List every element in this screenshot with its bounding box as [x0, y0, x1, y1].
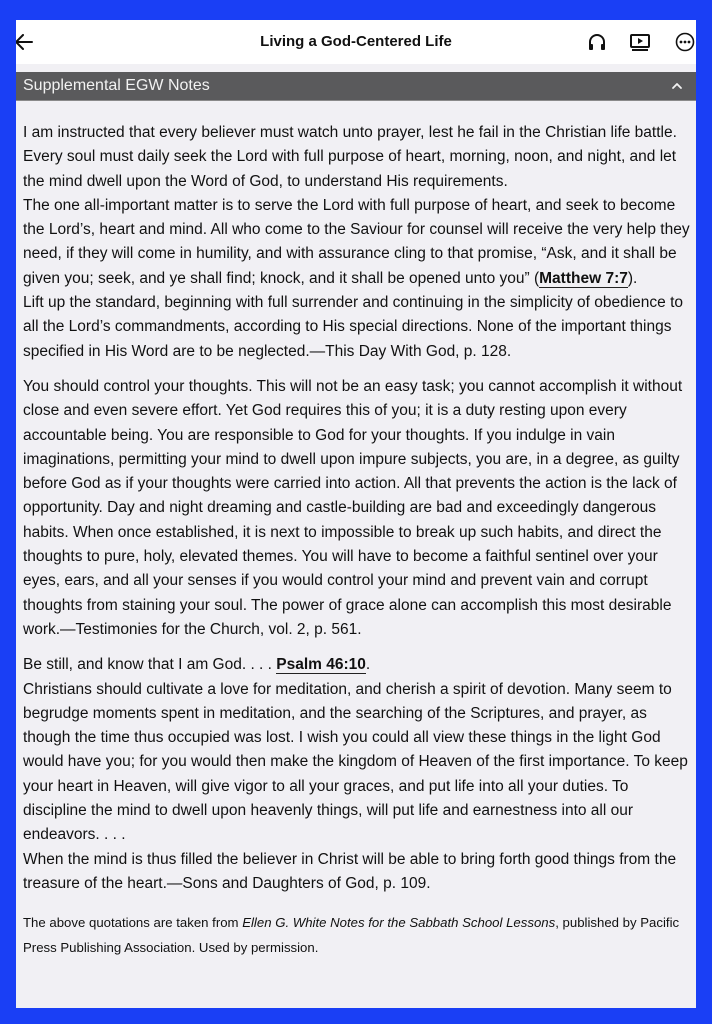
paragraph-text: When the mind is thus filled the believer in Christ will be able to bring forth good things from the treasure of the heart.—Sons and Daughters of God, p. 109.: [23, 850, 677, 892]
audio-button[interactable]: [583, 28, 611, 56]
footer-book-title: Ellen G. White Notes for the Sabbath School Lessons: [242, 915, 556, 931]
paragraph-1: [23, 121, 691, 364]
section-header-supplemental-notes[interactable]: [16, 72, 696, 101]
paragraph-text: Lift up the standard, beginning with full surrender and continuing in the simplicity of obedience to all the Lord’s commandments, according to His special directions. None of the important things specified in His Word are to be neglected.—This Day With God, p. 128.: [23, 294, 684, 360]
headphones-icon: [587, 33, 607, 51]
text-run: .: [365, 656, 371, 674]
scripture-link-psalm-46-10[interactable]: Psalm 46:10: [276, 656, 366, 674]
more-options-icon: [675, 32, 695, 52]
text-run: The one all-important matter is to serve the Lord with full purpose of heart, and seek to become the Lord’s, heart and mind. All who come to the Saviour for counsel will receive the very help they need, if they will come in humility, and with assurance cling to that promise, “Ask, and it shall be given you; seek, and ye shall find; knock, and it shall be opened unto you” (: [23, 196, 690, 287]
play-video-icon: [629, 33, 651, 51]
footer-text: The above quotations are taken from: [23, 915, 243, 931]
video-button[interactable]: [626, 28, 654, 56]
text-run: ).: [627, 269, 638, 287]
paragraph-text: I am instructed that every believer must watch unto prayer, lest he fail in the Christian life battle. Every soul must daily seek the Lord with full purpose of heart, morning, noon, and night, and let the mind dwell upon the Word of God, to understand His requirements.: [23, 124, 677, 190]
paragraph-2: [23, 375, 691, 642]
text-run: Be still, and know that I am God. . . .: [23, 656, 277, 674]
notes-content: [23, 121, 691, 960]
top-bar: [16, 20, 696, 64]
paragraph-text: Christians should cultivate a love for meditation, and cherish a spirit of devotion. Many seem to begrudge moments spent in meditation, and the searching of the Scriptures, and prayer, as though the time thus occupied was lost. I wish you could all view these things in the light God would have you; for you would then make the kingdom of Heaven of the first importance. To keep your heart in Heaven, will give vigor to all your graces, and put life into all your duties. To discipline the mind to dwell upon heavenly things, will put life and earnestness into all our endeavors. . . .: [23, 680, 688, 844]
chevron-up-icon[interactable]: [670, 79, 684, 93]
paragraph-3: [23, 653, 691, 896]
app-frame: [16, 20, 696, 1008]
paragraph-text: [23, 653, 691, 677]
paragraph-text: [23, 194, 691, 291]
more-options-button[interactable]: [671, 28, 696, 56]
footer-text: , published by Pacific Press Publishing Association. Used by permission.: [23, 915, 680, 956]
attribution-footer: [23, 910, 691, 960]
page-title: Living a God-Centered Life: [260, 33, 452, 50]
paragraph-text: You should control your thoughts. This will not be an easy task; you cannot accomplish it without close and even severe effort. Yet God requires this of you; it is a duty resting upon every accountable being. You are responsible to God for your thoughts. If you indulge in vain imaginations, permitting your mind to dwell upon impure subjects, you are, in a degree, as guilty before God as if your thoughts were carried into action. All that prevents the action is the lack of opportunity. Day and night dreaming and castle-building are bad and exceedingly dangerous habits. When once established, it is next to impossible to break up such habits, and direct the thoughts to pure, holy, elevated themes. You will have to become a faithful sentinel over your eyes, ears, and all your senses if you would control your mind and prevent vain and corrupt thoughts from staining your soul. The power of grace alone can accomplish this most desirable work.—Testimonies for the Church, vol. 2, p. 561.: [23, 377, 683, 638]
scripture-link-matthew-7-7[interactable]: Matthew 7:7: [539, 269, 628, 287]
section-title: Supplemental EGW Notes: [23, 77, 210, 94]
